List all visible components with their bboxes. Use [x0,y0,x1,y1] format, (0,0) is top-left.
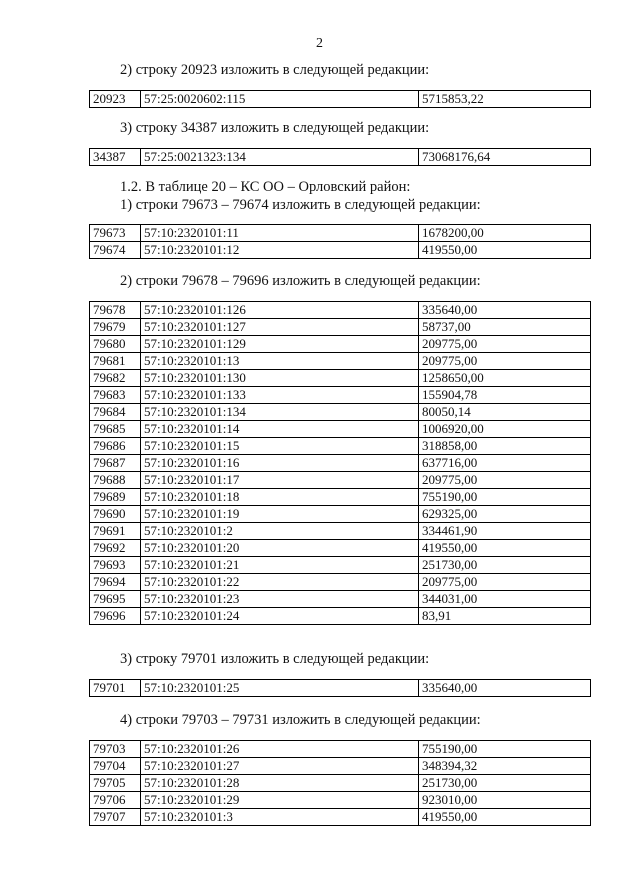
row-number-cell: 79685 [90,421,141,438]
row-number-cell: 79691 [90,523,141,540]
section-heading: 2) строки 79678 – 79696 изложить в следующей редакции: [120,273,481,289]
cadastral-number-cell: 57:10:2320101:133 [141,387,419,404]
table-row [90,438,591,455]
value-cell: 348394,32 [419,758,591,775]
value-cell: 923010,00 [419,792,591,809]
cadastral-number-cell: 57:10:2320101:3 [141,809,419,826]
row-number-cell: 20923 [90,91,141,108]
cadastral-number-cell: 57:10:2320101:18 [141,489,419,506]
data-table [89,224,591,259]
value-cell: 419550,00 [419,242,591,259]
table-row [90,370,591,387]
row-number-cell: 79705 [90,775,141,792]
row-number-cell: 79679 [90,319,141,336]
table-row [90,792,591,809]
table-row [90,809,591,826]
table-row [90,506,591,523]
table-body [90,149,591,166]
row-number-cell: 79703 [90,741,141,758]
table-row [90,574,591,591]
table-row [90,489,591,506]
cadastral-number-cell: 57:10:2320101:12 [141,242,419,259]
table-row [90,421,591,438]
value-cell: 251730,00 [419,775,591,792]
cadastral-number-cell: 57:10:2320101:21 [141,557,419,574]
table-row [90,336,591,353]
value-cell: 209775,00 [419,472,591,489]
table-row [90,302,591,319]
value-cell: 344031,00 [419,591,591,608]
row-number-cell: 79682 [90,370,141,387]
value-cell: 209775,00 [419,574,591,591]
cadastral-number-cell: 57:10:2320101:15 [141,438,419,455]
cadastral-number-cell: 57:10:2320101:130 [141,370,419,387]
row-number-cell: 79678 [90,302,141,319]
row-number-cell: 79681 [90,353,141,370]
table-body [90,680,591,697]
row-number-cell: 79686 [90,438,141,455]
cadastral-number-cell: 57:10:2320101:16 [141,455,419,472]
data-table [89,90,591,108]
table-body [90,302,591,625]
cadastral-number-cell: 57:10:2320101:14 [141,421,419,438]
row-number-cell: 79701 [90,680,141,697]
table-row [90,523,591,540]
value-cell: 1678200,00 [419,225,591,242]
section-heading: 4) строки 79703 – 79731 изложить в следующей редакции: [120,712,481,728]
table-row [90,242,591,259]
table-row [90,758,591,775]
value-cell: 335640,00 [419,680,591,697]
cadastral-number-cell: 57:10:2320101:28 [141,775,419,792]
row-number-cell: 79680 [90,336,141,353]
value-cell: 209775,00 [419,336,591,353]
row-number-cell: 79706 [90,792,141,809]
table-body [90,225,591,259]
row-number-cell: 79687 [90,455,141,472]
table-row [90,91,591,108]
table-row [90,608,591,625]
value-cell: 318858,00 [419,438,591,455]
cadastral-number-cell: 57:10:2320101:23 [141,591,419,608]
table-row [90,557,591,574]
row-number-cell: 79690 [90,506,141,523]
value-cell: 155904,78 [419,387,591,404]
cadastral-number-cell: 57:10:2320101:29 [141,792,419,809]
value-cell: 5715853,22 [419,91,591,108]
cadastral-number-cell: 57:10:2320101:134 [141,404,419,421]
section-heading: 1.2. В таблице 20 – КС ОО – Орловский район: [120,179,411,195]
row-number-cell: 79695 [90,591,141,608]
table-row [90,472,591,489]
value-cell: 755190,00 [419,489,591,506]
data-table [89,301,591,625]
value-cell: 80050,14 [419,404,591,421]
value-cell: 209775,00 [419,353,591,370]
row-number-cell: 79673 [90,225,141,242]
value-cell: 1258650,00 [419,370,591,387]
cadastral-number-cell: 57:10:2320101:129 [141,336,419,353]
value-cell: 419550,00 [419,809,591,826]
data-table [89,679,591,697]
table-row [90,680,591,697]
cadastral-number-cell: 57:10:2320101:17 [141,472,419,489]
row-number-cell: 34387 [90,149,141,166]
row-number-cell: 79683 [90,387,141,404]
cadastral-number-cell: 57:10:2320101:126 [141,302,419,319]
cadastral-number-cell: 57:10:2320101:24 [141,608,419,625]
value-cell: 335640,00 [419,302,591,319]
cadastral-number-cell: 57:10:2320101:27 [141,758,419,775]
value-cell: 629325,00 [419,506,591,523]
row-number-cell: 79684 [90,404,141,421]
row-number-cell: 79689 [90,489,141,506]
cadastral-number-cell: 57:10:2320101:127 [141,319,419,336]
value-cell: 58737,00 [419,319,591,336]
cadastral-number-cell: 57:10:2320101:26 [141,741,419,758]
table-row [90,149,591,166]
value-cell: 637716,00 [419,455,591,472]
value-cell: 755190,00 [419,741,591,758]
row-number-cell: 79693 [90,557,141,574]
cadastral-number-cell: 57:10:2320101:22 [141,574,419,591]
row-number-cell: 79704 [90,758,141,775]
table-row [90,225,591,242]
data-table [89,740,591,826]
row-number-cell: 79694 [90,574,141,591]
row-number-cell: 79707 [90,809,141,826]
row-number-cell: 79674 [90,242,141,259]
cadastral-number-cell: 57:10:2320101:25 [141,680,419,697]
section-heading: 3) строку 34387 изложить в следующей редакции: [120,120,430,136]
table-body [90,741,591,826]
table-row [90,387,591,404]
value-cell: 83,91 [419,608,591,625]
data-table [89,148,591,166]
section-heading: 3) строку 79701 изложить в следующей редакции: [120,651,430,667]
page-number: 2 [316,36,323,51]
table-body [90,91,591,108]
cadastral-number-cell: 57:10:2320101:19 [141,506,419,523]
table-row [90,540,591,557]
section-subheading: 1) строки 79673 – 79674 изложить в следующей редакции: [120,197,481,213]
table-row [90,319,591,336]
cadastral-number-cell: 57:10:2320101:20 [141,540,419,557]
section-heading: 2) строку 20923 изложить в следующей редакции: [120,62,430,78]
cadastral-number-cell: 57:10:2320101:11 [141,225,419,242]
cadastral-number-cell: 57:25:0021323:134 [141,149,419,166]
value-cell: 334461,90 [419,523,591,540]
table-row [90,775,591,792]
table-row [90,591,591,608]
value-cell: 1006920,00 [419,421,591,438]
cadastral-number-cell: 57:10:2320101:13 [141,353,419,370]
row-number-cell: 79688 [90,472,141,489]
cadastral-number-cell: 57:25:0020602:115 [141,91,419,108]
table-row [90,741,591,758]
table-row [90,353,591,370]
row-number-cell: 79696 [90,608,141,625]
cadastral-number-cell: 57:10:2320101:2 [141,523,419,540]
value-cell: 419550,00 [419,540,591,557]
table-row [90,455,591,472]
table-row [90,404,591,421]
value-cell: 73068176,64 [419,149,591,166]
row-number-cell: 79692 [90,540,141,557]
value-cell: 251730,00 [419,557,591,574]
